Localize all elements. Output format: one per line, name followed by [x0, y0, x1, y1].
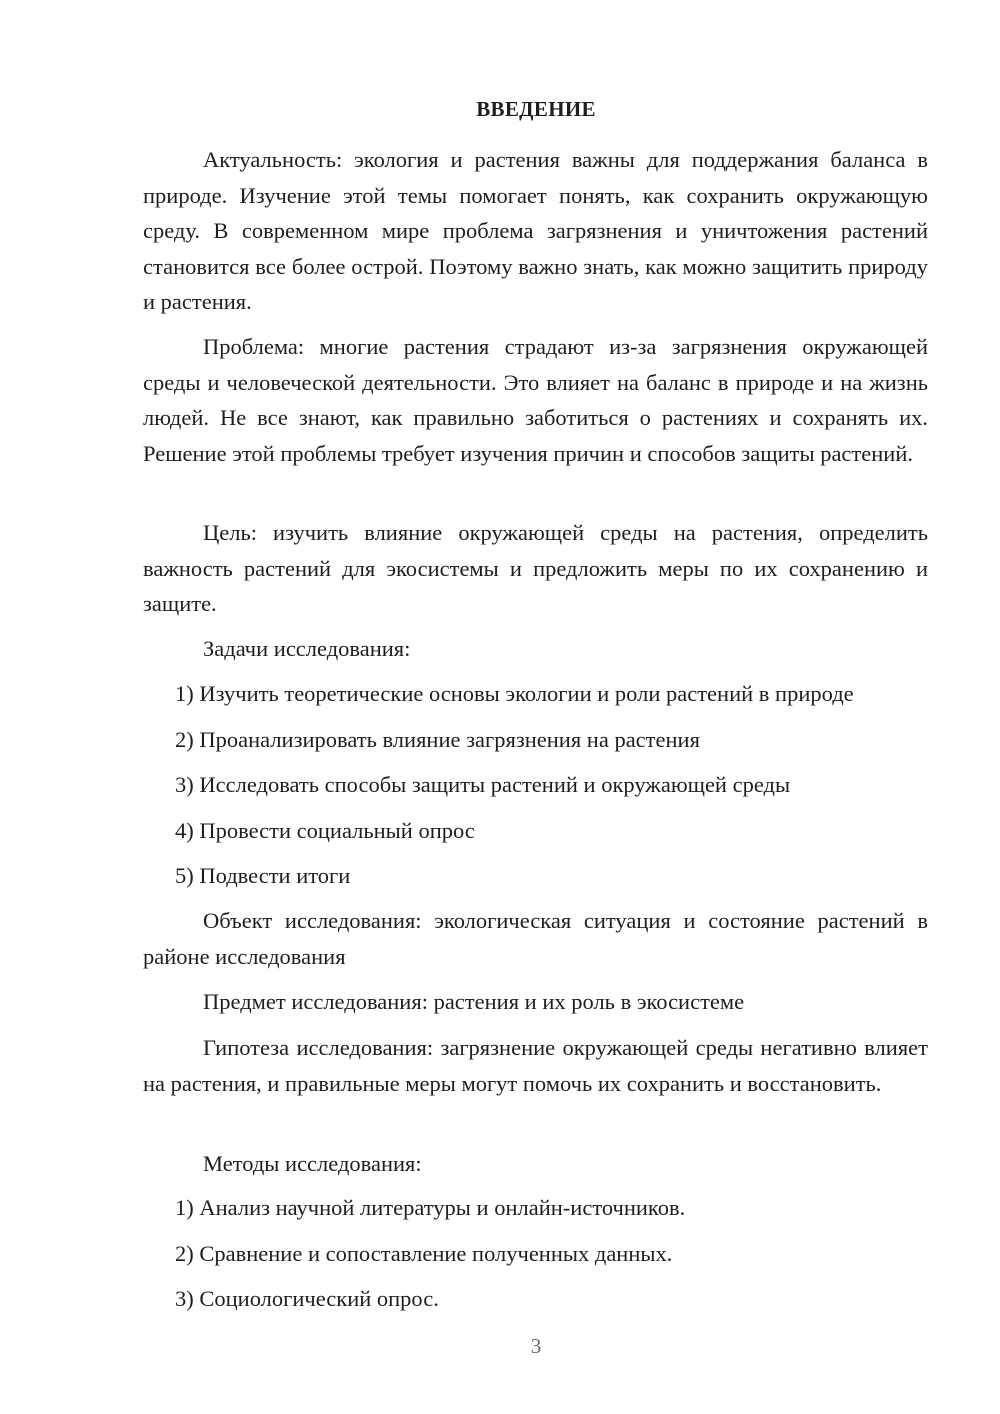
task-item-4: 4) Провести социальный опрос [175, 818, 475, 843]
method-item-2: 2) Сравнение и сопоставление полученных данных. [175, 1241, 673, 1266]
object-block [143, 903, 928, 974]
tasks-heading-block [143, 631, 928, 667]
task-list-item [143, 722, 928, 758]
methods-heading-block [143, 1146, 928, 1182]
method-item-3: 3) Социологический опрос. [175, 1286, 439, 1311]
hypothesis-block [143, 1030, 928, 1101]
method-list-item [143, 1236, 928, 1272]
page-number: 3 [530, 1334, 542, 1358]
problem-block [143, 329, 928, 471]
task-list-item [143, 858, 928, 894]
subject-block [143, 984, 928, 1020]
task-item-5: 5) Подвести итоги [175, 863, 351, 888]
task-list-item [143, 676, 928, 712]
task-item-2: 2) Проанализировать влияние загрязнения на растения [175, 727, 700, 752]
method-list-item [143, 1190, 928, 1226]
object-paragraph: Объект исследования: экологическая ситуация и состояние растений в районе исследования [143, 908, 928, 969]
method-item-1: 1) Анализ научной литературы и онлайн-источников. [175, 1195, 686, 1220]
method-list-item [143, 1281, 928, 1317]
goal-block [143, 515, 928, 622]
tasks-heading: Задачи исследования: [203, 636, 411, 661]
problem-paragraph: Проблема: многие растения страдают из-за загрязнения окружающей среды и человеческой деятельности. Это влияет на баланс в природе и на жизнь людей. Не все знают, как правильно заботиться о растениях и сохранять их. Решение этой проблемы требует изучения причин и способов защиты растений. [143, 334, 928, 466]
relevance-block [143, 142, 928, 320]
task-list-item [143, 813, 928, 849]
subject-paragraph: Предмет исследования: растения и их роль в экосистеме [203, 989, 745, 1014]
task-item-1: 1) Изучить теоретические основы экологии и роли растений в природе [175, 681, 854, 706]
methods-heading: Методы исследования: [203, 1151, 422, 1176]
task-item-3: 3) Исследовать способы защиты растений и окружающей среды [175, 772, 791, 797]
page-title: ВВЕДЕНИЕ [476, 97, 596, 121]
hypothesis-paragraph: Гипотеза исследования: загрязнение окружающей среды негативно влияет на растения, и правильные меры могут помочь их сохранить и восстановить. [143, 1035, 928, 1096]
goal-paragraph: Цель: изучить влияние окружающей среды на растения, определить важность растений для экосистемы и предложить меры по их сохранению и защите. [143, 520, 928, 616]
relevance-paragraph: Актуальность: экология и растения важны для поддержания баланса в природе. Изучение этой темы помогает понять, как сохранить окружающую среду. В современном мире проблема загрязнения и уничтожения растений становится все более острой. Поэтому важно знать, как можно защитить природу и растения. [143, 147, 928, 314]
task-list-item [143, 767, 928, 803]
